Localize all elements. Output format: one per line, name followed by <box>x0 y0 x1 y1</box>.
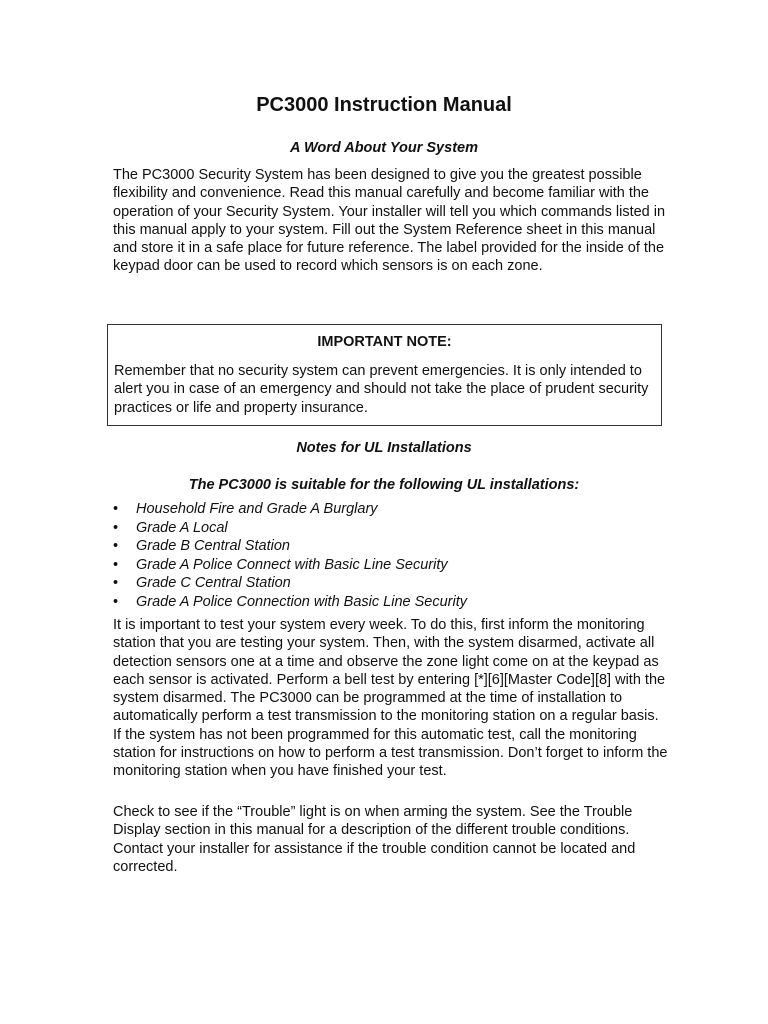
bullet-icon: • <box>113 575 119 592</box>
testing-paragraph: It is important to test your system every week. To do this, first inform the monitoring station that you are testing your system. Then, with the system disarmed, activate all detection sensors one at a time and observe the zone light come on at the keypad as each sensor is activated. Perform a bell test by entering [*][6][Master Code][8] with the system disarmed. The PC3000 can be programmed at the time of installation to automatically perform a test transmission to the monitoring station on a regular basis. If the system has not been programmed for this automatic test, call the monitoring station for instructions on how to perform a test transmission. Don’t forget to inform the monitoring station when you have finished your test. <box>113 617 668 780</box>
list-item <box>113 500 613 519</box>
important-note-box <box>107 324 662 426</box>
intro-paragraph: The PC3000 Security System has been designed to give you the greatest possible flexibility and convenience. Read this manual carefully and become familiar with the operation of your Security System. Your installer will tell you which commands listed in this manual apply to your system. Fill out the System Reference sheet in this manual and store it in a safe place for future reference. The label provided for the inside of the keypad door can be used to record which sensors is on each zone. <box>113 167 666 275</box>
page-title: PC3000 Instruction Manual <box>256 94 512 116</box>
important-note-heading: IMPORTANT NOTE: <box>317 334 452 350</box>
list-item <box>113 593 613 612</box>
important-note-text: Remember that no security system can prevent emergencies. It is only intended to alert you in case of an emergency and should not take the place of prudent security practices or life and property insurance. <box>114 363 649 416</box>
list-item <box>113 519 613 538</box>
ul-subheading: The PC3000 is suitable for the following UL installations: <box>188 477 580 493</box>
list-item <box>113 574 613 593</box>
bullet-icon: • <box>113 538 119 555</box>
list-item <box>113 556 613 575</box>
section-heading: A Word About Your System <box>290 140 478 156</box>
trouble-paragraph: Check to see if the “Trouble” light is on when arming the system. See the Trouble Display section in this manual for a description of the different trouble conditions. Contact your installer for assistance if the trouble condition cannot be located and corrected. <box>113 804 636 875</box>
bullet-icon: • <box>113 501 119 517</box>
list-item-text: Household Fire and Grade A Burglary <box>136 501 378 517</box>
bullet-icon: • <box>113 593 119 610</box>
bullet-icon: • <box>113 519 119 536</box>
ul-installations-list <box>113 500 613 612</box>
list-item-text: Grade A Police Connection with Basic Line Security <box>136 593 467 610</box>
list-item <box>113 537 613 556</box>
bullet-icon: • <box>113 556 119 573</box>
list-item-text: Grade A Local <box>136 519 228 536</box>
list-item-text: Grade C Central Station <box>136 575 291 592</box>
list-item-text: Grade B Central Station <box>136 538 290 555</box>
ul-heading: Notes for UL Installations <box>296 440 472 456</box>
list-item-text: Grade A Police Connect with Basic Line Security <box>136 556 448 573</box>
